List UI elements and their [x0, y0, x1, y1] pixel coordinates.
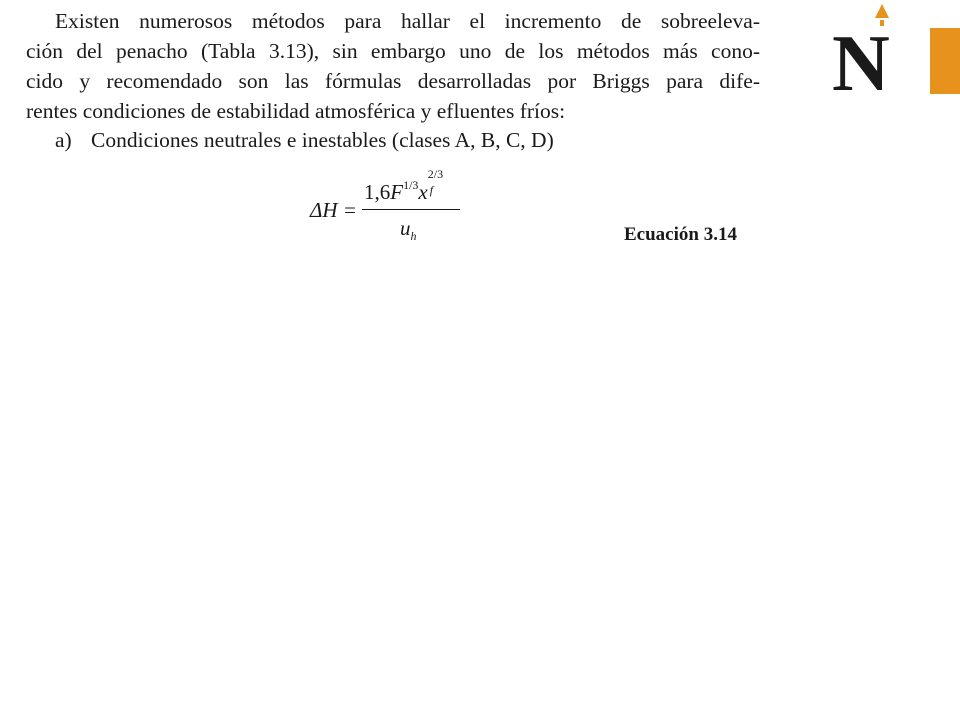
list-marker: a): [55, 128, 72, 152]
paragraph-line: Existen numerosos métodos para hallar el incremento de sobreeleva-: [55, 9, 760, 33]
fraction-bar: [362, 209, 460, 210]
paragraph-line: cido y recomendado son las fórmulas desarrolladas por Briggs para dife-: [26, 69, 760, 93]
list-item-text: Condiciones neutrales e inestables (clases A, B, C, D): [91, 128, 554, 152]
equation-numerator: $1,6F^{1/3}x$ 2/3 f: [364, 167, 444, 204]
equation-label: Ecuación 3.14: [624, 224, 737, 245]
paragraph-line: rentes condiciones de estabilidad atmosférica y efluentes fríos:: [26, 99, 566, 123]
equation-lhs: ΔH =: [310, 198, 357, 222]
paragraph-line: ción del penacho (Tabla 3.13), sin embargo uno de los métodos más cono-: [26, 39, 760, 63]
list-item-a: [55, 125, 554, 155]
body-paragraph: [26, 6, 760, 126]
accent-bar: [930, 28, 960, 94]
logo-letter: N: [832, 20, 890, 96]
equation-denominator: $u_h$: [400, 216, 417, 243]
logo-arrow: [875, 4, 889, 18]
logo-icon: [830, 4, 896, 96]
equation-3-14: [310, 167, 470, 252]
